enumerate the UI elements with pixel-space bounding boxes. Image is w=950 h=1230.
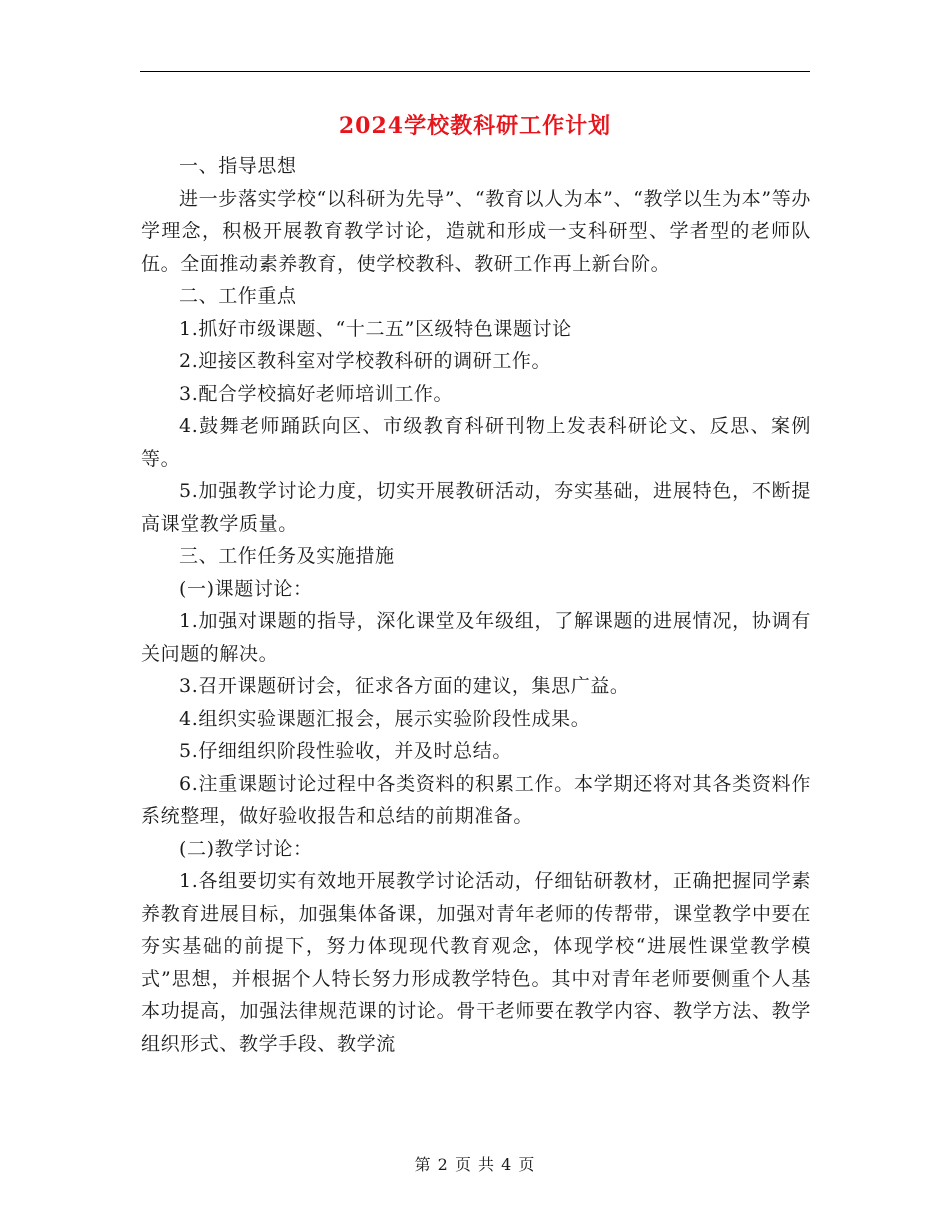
paragraph: 2.迎接区教科室对学校教科研的调研工作。	[179, 350, 552, 372]
paragraph: 3.召开课题研讨会，征求各方面的建议，集思广益。	[179, 675, 630, 697]
paragraph: 5.加强教学讨论力度，切实开展教研活动，夯实基础，进展特色，不断提高课堂教学质量。	[141, 480, 811, 535]
paragraph: 4.组织实验课题汇报会，展示实验阶段性成果。	[179, 707, 591, 730]
page-number-footer: 第 2 页 共 4 页	[414, 1155, 536, 1174]
paragraph: 1.各组要切实有效地开展教学讨论活动，仔细钻研教材，正确把握同学素养教育进展目标，加强集体备课，加强对青年老师的传帮带，课堂教学中要在夯实基础的前提下，努力体现现代教育观念，体现学校“进展性课堂教学模式”思想，并根据个人特长努力形成教学特色。其中对青年老师要侧重个人基本功提高，加强法律规范课的讨论。骨干老师要在教学内容、教学方法、教学组织形式、教学手段、教学流	[141, 870, 811, 1055]
paragraph: 4.鼓舞老师踊跃向区、市级教育科研刊物上发表科研论文、反思、案例等。	[141, 415, 811, 470]
paragraph: 进一步落实学校“以科研为先导”、“教育以人为本”、“教学以生为本”等办学理念，积极开展教育教学讨论，造就和形成一支科研型、学者型的老师队伍。全面推动素养教育，使学校教科、教研工作再上新台阶。	[141, 187, 811, 275]
document-title: 2024学校教科研工作计划	[338, 113, 612, 139]
paragraph: (一)课题讨论：	[179, 577, 313, 600]
paragraph: 二、工作重点	[179, 285, 297, 307]
paragraph: (二)教学讨论：	[179, 837, 313, 860]
paragraph: 一、指导思想	[179, 155, 297, 177]
paragraph: 6.注重课题讨论过程中各类资料的积累工作。本学期还将对其各类资料作系统整理，做好验收报告和总结的前期准备。	[141, 772, 811, 827]
paragraph: 5.仔细组织阶段性验收，并及时总结。	[179, 740, 512, 762]
paragraph: 3.配合学校搞好老师培训工作。	[179, 382, 454, 405]
paragraph: 1.加强对课题的指导，深化课堂及年级组，了解课题的进展情况，协调有关问题的解决。	[141, 610, 811, 665]
document-body	[141, 150, 811, 1060]
paragraph: 1.抓好市级课题、“十二五”区级特色课题讨论	[179, 317, 572, 340]
header-rule	[140, 71, 810, 72]
paragraph: 三、工作任务及实施措施	[179, 545, 395, 567]
